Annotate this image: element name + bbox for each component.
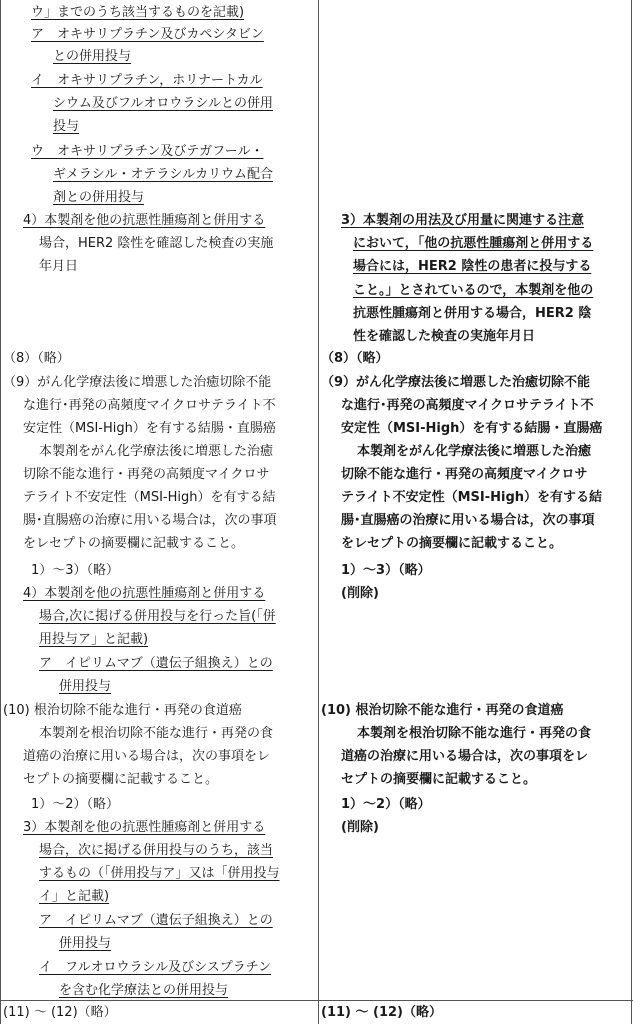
right-text-line: こと。」とされているので，本製剤を他の [353, 283, 594, 298]
left-text-line: を含む化学療法との併用投与 [59, 983, 229, 998]
left-text-line: ア イピリムマブ（遺伝子組換え）との [39, 913, 273, 928]
left-text-line: (10) 根治切除不能な進行・再発の食道癌 [3, 703, 242, 718]
right-text-line: において，「他の抗悪性腫瘍剤と併用する [353, 236, 594, 251]
left-text-line: セプトの摘要欄に記載すること。 [23, 772, 219, 787]
left-text-line: イ」と記載) [39, 889, 110, 904]
right-text-line: 本製剤を根治切除不能な進行・再発の食 [357, 726, 592, 741]
left-text-line: 併用投与 [59, 679, 112, 694]
left-text-line: （9）がん化学療法後に増悪した治癒切除不能 [3, 375, 272, 390]
left-text-line: ウ」までのうち該当するものを記載) [31, 5, 245, 20]
left-text-line: 併用投与 [59, 936, 112, 951]
right-text-line: 切除不能な進行・再発の高頻度マイクロサ [341, 467, 588, 482]
left-text-line: ギメラシル・オテラシルカリウム配合 [53, 167, 273, 182]
right-text-line: 3）本製剤の用法及び用量に関連する注意 [341, 213, 585, 228]
left-text-line: 1）～2）（略） [31, 797, 120, 812]
left-text-line: 1）～3）（略） [31, 563, 120, 578]
right-text-line: テライト不安定性（MSI-High）を有する結 [341, 490, 603, 505]
left-text-line: ア オキサリプラチン及びカペシタビン [31, 27, 264, 42]
left-text-line: ウ オキサリプラチン及びテガフール・ [31, 144, 264, 159]
left-text-line: な進行･再発の高頻度マイクロサテライト不 [23, 398, 276, 413]
right-text-line: をレセプトの摘要欄に記載すること。 [341, 536, 563, 551]
left-text-line: をレセプトの摘要欄に記載すること。 [23, 536, 245, 551]
left-text-line: (11) ～ (12)（略） [3, 1005, 117, 1020]
left-text-line: 腸･直腸癌の治療に用いる場合は，次の事項 [23, 513, 277, 528]
left-column-current [0, 0, 316, 1024]
left-text-line: 場合，HER2 陰性を確認した検査の実施 [39, 236, 274, 251]
right-text-line: (10) 根治切除不能な進行・再発の食道癌 [321, 703, 564, 718]
row-divider [0, 1000, 633, 1001]
left-text-line: 4）本製剤を他の抗悪性腫瘍剤と併用する [23, 213, 266, 228]
right-text-line: (削除) [341, 586, 379, 601]
right-text-line: (削除) [341, 820, 379, 835]
left-text-line: するもの（「併用投与ア」又は「併用投与 [39, 866, 280, 881]
left-text-line: 用投与ア」と記載) [39, 632, 149, 647]
left-text-line: 剤との併用投与 [53, 190, 145, 205]
right-text-line: （9）がん化学療法後に増悪した治癒切除不能 [321, 375, 591, 390]
left-text-line: 投与 [53, 119, 80, 134]
right-text-line: （8）（略） [321, 351, 389, 366]
left-text-line: シウム及びフルオロウラシルとの併用 [53, 96, 274, 111]
left-text-line: （8）（略） [3, 351, 70, 366]
left-text-line: との併用投与 [53, 49, 132, 64]
right-text-line: 場合には，HER2 陰性の患者に投与する [353, 259, 592, 274]
left-text-line: 本製剤を根治切除不能な進行・再発の食 [39, 726, 274, 741]
left-text-line: テライト不安定性（MSI-High）を有する結 [23, 490, 276, 505]
left-text-line: イ フルオロウラシル及びシスプラチン [39, 960, 272, 975]
left-text-line: 場合，次に掲げる併用投与のうち，該当 [39, 843, 274, 858]
left-text-line: 年月日 [39, 259, 79, 274]
left-text-line: 本製剤をがん化学療法後に増悪した治癒 [39, 444, 274, 459]
left-text-line: イ オキサリプラチン，ホリナートカル [31, 73, 263, 88]
left-text-line: 切除不能な進行・再発の高頻度マイクロサ [23, 467, 270, 482]
right-text-line: 安定性（MSI-High）を有する結腸・直腸癌 [341, 421, 603, 436]
left-text-line: 安定性（MSI-High）を有する結腸・直腸癌 [23, 421, 276, 436]
right-text-line: 性を確認した検査の実施年月日 [353, 329, 536, 344]
left-text-line: 3）本製剤を他の抗悪性腫瘍剤と併用する [23, 820, 266, 835]
right-text-line: な進行･再発の高頻度マイクロサテライト不 [341, 398, 594, 413]
right-column-revised [318, 0, 632, 1024]
right-text-line: 本製剤をがん化学療法後に増悪した治癒 [357, 444, 592, 459]
left-text-line: 場合,次に掲げる併用投与を行った旨(「併 [39, 609, 276, 624]
right-text-line: 腸･直腸癌の治療に用いる場合は，次の事項 [341, 513, 595, 528]
left-text-line: ア イピリムマブ（遺伝子組換え）との [39, 656, 273, 671]
right-text-line: 1）～3）（略） [341, 563, 431, 578]
right-text-line: 道癌の治療に用いる場合は，次の事項をレ [341, 749, 589, 764]
left-text-line: 4）本製剤を他の抗悪性腫瘍剤と併用する [23, 586, 266, 601]
right-text-line: (11) ～ (12)（略） [321, 1005, 442, 1020]
right-text-line: 抗悪性腫瘍剤と併用する場合，HER2 陰 [353, 306, 592, 321]
right-text-line: セプトの摘要欄に記載すること。 [341, 772, 537, 787]
right-text-line: 1）～2）（略） [341, 797, 431, 812]
left-text-line: 道癌の治療に用いる場合は，次の事項をレ [23, 749, 271, 764]
